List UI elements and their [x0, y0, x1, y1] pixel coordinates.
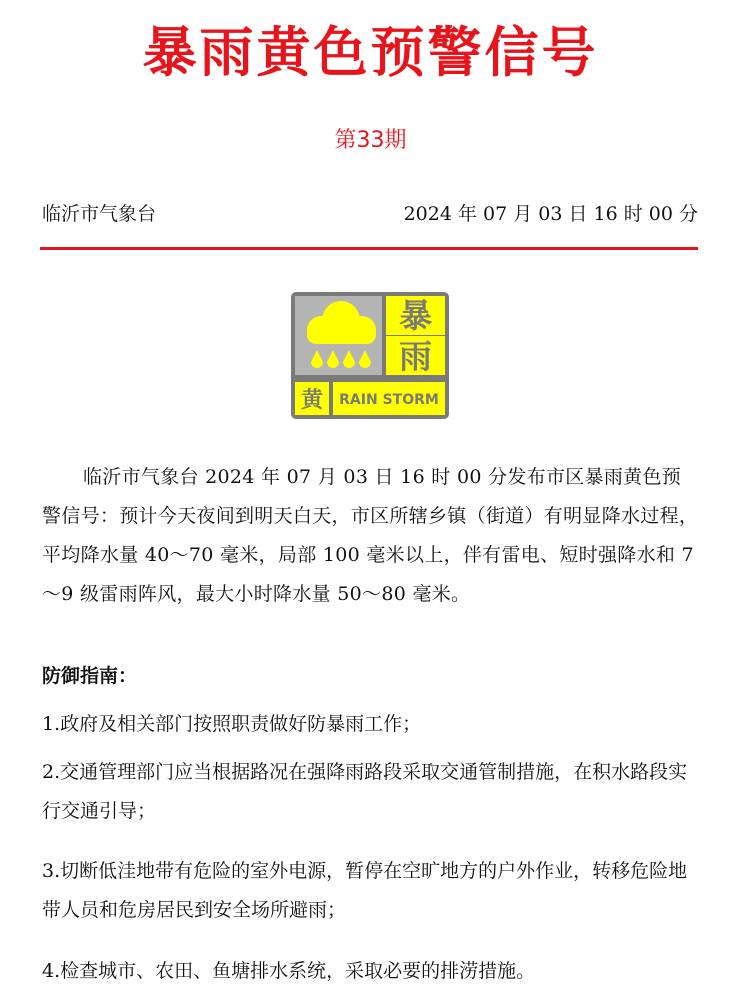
signal-color-char: 黄 — [300, 388, 324, 413]
guide-item: 2.交通管理部门应当根据路况在强降雨路段采取交通管制措施，在积水路段实行交通引导； — [42, 761, 688, 822]
issue-number: 第33期 — [334, 128, 407, 153]
document-title: 暴雨黄色预警信号 — [142, 21, 599, 84]
signal-char-mid: 雨 — [399, 337, 432, 376]
rainstorm-yellow-signal-icon — [291, 292, 449, 419]
issue-datetime: 2024 年 07 月 03 日 16 时 00 分 — [403, 203, 698, 225]
guide-item: 3.切断低洼地带有危险的室外电源，暂停在空旷地方的户外作业，转移危险地带人员和危房居民到安全场所避雨； — [42, 860, 688, 921]
guide-heading: 防御指南： — [42, 665, 138, 687]
issuer-row — [42, 198, 698, 230]
signal-label-en: RAIN STORM — [339, 392, 439, 408]
guide-item: 4.检查城市、农田、鱼塘排水系统，采取必要的排涝措施。 — [42, 960, 536, 982]
issuer: 临沂市气象台 — [42, 203, 157, 225]
signal-char-top: 暴 — [399, 296, 432, 335]
guide-item: 1.政府及相关部门按照职责做好防暴雨工作； — [42, 713, 422, 735]
header-divider — [40, 247, 698, 250]
warning-paragraph: 临沂市气象台 2024 年 07 月 03 日 16 时 00 分发布市区暴雨黄色预警信号：预计今天夜间到明天白天，市区所辖乡镇（街道）有明显降水过程，平均降水量 40～70 毫米，局部 100 毫米以上，伴有雷电、短时强降水和 7～9 级雷雨阵风，最大小时降水量 50～80 毫米。 — [42, 466, 699, 605]
